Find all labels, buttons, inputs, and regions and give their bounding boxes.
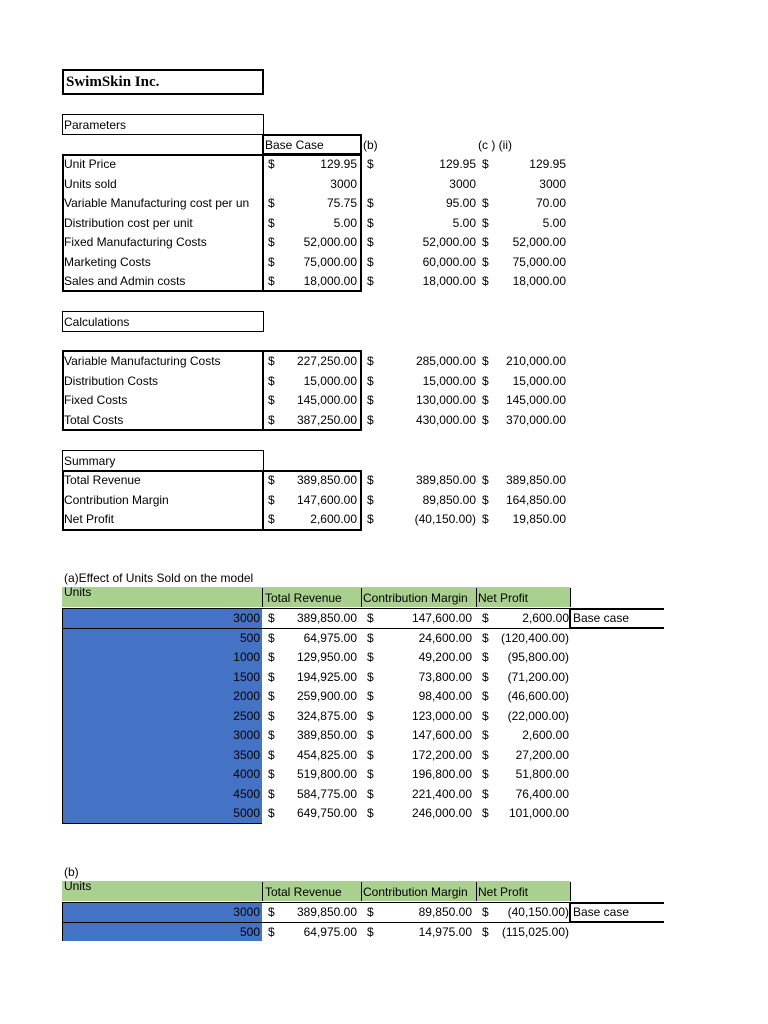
cell-value: 129.95 [439,157,476,171]
profit-value: (46,600.00) [507,689,569,703]
revenue-value: 64,975.00 [303,924,357,939]
revenue-value: 389,850.00 [296,905,357,919]
profit-value: 2,600.00 [522,611,569,625]
units-value: 500 [239,924,260,939]
cell-value: 389,850.00 [296,473,357,487]
base-case-label: Base case [573,905,630,919]
profit-value: (71,200.00) [507,669,569,684]
currency-sign: $ [268,747,275,762]
currency-sign: $ [367,254,374,269]
currency-sign: $ [367,728,374,742]
currency-sign: $ [482,412,489,427]
header-border [476,588,571,607]
currency-sign: $ [482,905,489,919]
base-case-underline [570,921,664,923]
cell-value: 75,000.00 [303,254,357,269]
cell-value: 3000 [449,176,476,191]
column-header: Total Revenue [265,885,342,899]
currency-sign: $ [268,669,275,684]
revenue-value: 389,850.00 [296,611,357,625]
currency-sign: $ [367,196,374,210]
cell-value: 70.00 [535,196,566,210]
col-b: (b) [363,138,378,152]
revenue-value: 389,850.00 [296,728,357,742]
margin-value: 49,200.00 [418,650,472,664]
profit-value: 27,200.00 [515,747,569,762]
currency-sign: $ [268,650,275,664]
cell-value: 5.00 [542,215,566,230]
revenue-value: 129,950.00 [296,650,357,664]
units-value: 4500 [233,786,260,801]
cell-value: 52,000.00 [422,235,476,249]
column-header: Total Revenue [265,591,342,605]
row-label: Fixed Costs [64,393,128,407]
units-value: 1000 [233,650,260,664]
table-b-caption: (b) [64,865,79,879]
currency-sign: $ [367,373,374,388]
currency-sign: $ [367,274,374,288]
margin-value: 73,800.00 [418,669,472,684]
cell-value: 52,000.00 [512,235,566,249]
col-base-case: Base Case [265,138,324,152]
revenue-value: 519,800.00 [296,767,357,781]
units-value: 500 [239,630,260,645]
revenue-value: 194,925.00 [296,669,357,684]
currency-sign: $ [482,650,489,664]
row-label: Units sold [64,176,117,191]
currency-sign: $ [482,708,489,723]
row-label: Sales and Admin costs [64,274,186,288]
cell-value: 129.95 [320,157,357,171]
cell-value: 5.00 [452,215,476,230]
margin-value: 147,600.00 [411,728,472,742]
currency-sign: $ [367,708,374,723]
table-body-border [62,608,63,823]
currency-sign: $ [268,905,275,919]
currency-sign: $ [367,512,374,526]
cell-value: 285,000.00 [415,354,476,368]
currency-sign: $ [367,689,374,703]
units-value: 3500 [233,747,260,762]
margin-value: 24,600.00 [418,630,472,645]
currency-sign: $ [268,728,275,742]
currency-sign: $ [367,924,374,939]
profit-value: (95,800.00) [507,650,569,664]
cell-value: 145,000.00 [296,393,357,407]
profit-value: 101,000.00 [508,806,569,820]
margin-value: 89,850.00 [418,905,472,919]
currency-sign: $ [268,196,275,210]
currency-sign: $ [367,630,374,645]
currency-sign: $ [482,924,489,939]
row-label: Marketing Costs [64,254,151,269]
currency-sign: $ [482,806,489,820]
currency-sign: $ [482,786,489,801]
currency-sign: $ [482,235,489,249]
cell-value: 19,850.00 [512,512,566,526]
units-value: 2500 [233,708,260,723]
table-body-border [62,823,262,824]
currency-sign: $ [268,512,275,526]
currency-sign: $ [268,492,275,507]
row-label: Total Revenue [64,473,141,487]
currency-sign: $ [367,669,374,684]
currency-sign: $ [268,786,275,801]
cell-value: 15,000.00 [512,373,566,388]
margin-value: 98,400.00 [418,689,472,703]
cell-value: 3000 [539,176,566,191]
cell-value: 389,850.00 [415,473,476,487]
profit-value: 76,400.00 [515,786,569,801]
currency-sign: $ [367,767,374,781]
currency-sign: $ [482,354,489,368]
margin-value: 147,600.00 [411,611,472,625]
currency-sign: $ [367,412,374,427]
column-header: Net Profit [478,591,529,605]
cell-value: 18,000.00 [422,274,476,288]
currency-sign: $ [482,274,489,288]
row-label: Unit Price [64,157,117,171]
revenue-value: 454,825.00 [296,747,357,762]
base-case-label: Base case [573,611,630,625]
currency-sign: $ [268,354,275,368]
margin-value: 221,400.00 [411,786,472,801]
currency-sign: $ [268,806,275,820]
col-c: (c ) (ii) [478,138,512,152]
units-value: 4000 [233,767,260,781]
column-header: Contribution Margin [363,885,468,899]
revenue-value: 649,750.00 [296,806,357,820]
units-value: 1500 [233,669,260,684]
cell-value: 3000 [330,176,357,191]
currency-sign: $ [268,924,275,939]
currency-sign: $ [482,196,489,210]
currency-sign: $ [367,157,374,171]
currency-sign: $ [268,767,275,781]
column-header: Units [64,585,92,599]
currency-sign: $ [268,373,275,388]
currency-sign: $ [268,215,275,230]
cell-value: 15,000.00 [422,373,476,388]
currency-sign: $ [482,373,489,388]
company-title: SwimSkin Inc. [62,69,264,95]
currency-sign: $ [482,254,489,269]
revenue-value: 259,900.00 [296,689,357,703]
profit-value: (115,025.00) [501,924,569,939]
cell-value: 389,850.00 [505,473,566,487]
cell-value: 18,000.00 [303,274,357,288]
calculations-heading: Calculations [64,315,130,329]
currency-sign: $ [367,905,374,919]
currency-sign: $ [367,806,374,820]
cell-value: (40,150.00) [414,512,476,526]
cell-value: 89,850.00 [422,492,476,507]
row-label: Contribution Margin [64,492,169,507]
revenue-value: 584,775.00 [296,786,357,801]
currency-sign: $ [268,611,275,625]
currency-sign: $ [367,235,374,249]
currency-sign: $ [268,393,275,407]
column-header: Contribution Margin [363,591,468,605]
currency-sign: $ [268,254,275,269]
currency-sign: $ [367,747,374,762]
cell-value: 164,850.00 [505,492,566,507]
profit-value: (22,000.00) [507,708,569,723]
row-label: Distribution cost per unit [64,215,193,230]
currency-sign: $ [268,708,275,723]
row-label: Variable Manufacturing Costs [64,354,221,368]
header-border [262,588,362,607]
table-body-border [62,902,63,941]
row-label: Net Profit [64,512,115,526]
currency-sign: $ [482,767,489,781]
cell-value: 145,000.00 [505,393,566,407]
currency-sign: $ [482,393,489,407]
currency-sign: $ [482,215,489,230]
currency-sign: $ [482,728,489,742]
row-label: Variable Manufacturing cost per un [64,196,250,210]
units-value: 3000 [233,611,260,625]
cell-value: 5.00 [333,215,357,230]
currency-sign: $ [482,669,489,684]
currency-sign: $ [482,492,489,507]
currency-sign: $ [367,215,374,230]
row-label: Fixed Manufacturing Costs [64,235,207,249]
column-header: Units [64,879,92,893]
margin-value: 14,975.00 [418,924,472,939]
currency-sign: $ [367,354,374,368]
cell-value: 2,600.00 [310,512,357,526]
currency-sign: $ [482,611,489,625]
cell-value: 75.75 [326,196,357,210]
profit-value: 51,800.00 [515,767,569,781]
units-value: 3000 [233,905,260,919]
currency-sign: $ [268,630,275,645]
currency-sign: $ [482,512,489,526]
profit-value: 2,600.00 [522,728,569,742]
cell-value: 18,000.00 [512,274,566,288]
currency-sign: $ [268,274,275,288]
margin-value: 172,200.00 [411,747,472,762]
currency-sign: $ [482,689,489,703]
summary-heading: Summary [64,454,116,468]
currency-sign: $ [268,157,275,171]
cell-value: 129.95 [529,157,566,171]
cell-value: 210,000.00 [505,354,566,368]
cell-value: 387,250.00 [296,412,357,427]
column-header: Net Profit [478,885,529,899]
parameters-heading: Parameters [64,118,127,132]
cell-value: 370,000.00 [505,412,566,427]
base-case-underline [570,627,664,629]
currency-sign: $ [268,235,275,249]
currency-sign: $ [367,611,374,625]
cell-value: 75,000.00 [512,254,566,269]
currency-sign: $ [268,689,275,703]
currency-sign: $ [367,473,374,487]
profit-value: (40,150.00) [507,905,569,919]
currency-sign: $ [482,747,489,762]
currency-sign: $ [482,630,489,645]
profit-value: (120,400.00) [500,630,569,645]
table-a-caption: (a)Effect of Units Sold on the model [64,571,254,585]
cell-value: 95.00 [445,196,476,210]
cell-value: 52,000.00 [303,235,357,249]
cell-value: 147,600.00 [296,492,357,507]
cell-value: 227,250.00 [296,354,357,368]
currency-sign: $ [367,786,374,801]
currency-sign: $ [482,157,489,171]
units-value: 3000 [233,728,260,742]
cell-value: 430,000.00 [415,412,476,427]
currency-sign: $ [482,473,489,487]
currency-sign: $ [367,393,374,407]
currency-sign: $ [268,473,275,487]
margin-value: 246,000.00 [411,806,472,820]
currency-sign: $ [367,492,374,507]
row-label: Distribution Costs [64,373,159,388]
revenue-value: 324,875.00 [296,708,357,723]
header-border [262,882,362,901]
margin-value: 196,800.00 [411,767,472,781]
cell-value: 130,000.00 [415,393,476,407]
currency-sign: $ [367,650,374,664]
units-value: 5000 [233,806,260,820]
margin-value: 123,000.00 [411,708,472,723]
row-label: Total Costs [64,412,124,427]
currency-sign: $ [268,412,275,427]
revenue-value: 64,975.00 [303,630,357,645]
cell-value: 15,000.00 [303,373,357,388]
header-border [476,882,571,901]
cell-value: 60,000.00 [422,254,476,269]
units-value: 2000 [233,689,260,703]
